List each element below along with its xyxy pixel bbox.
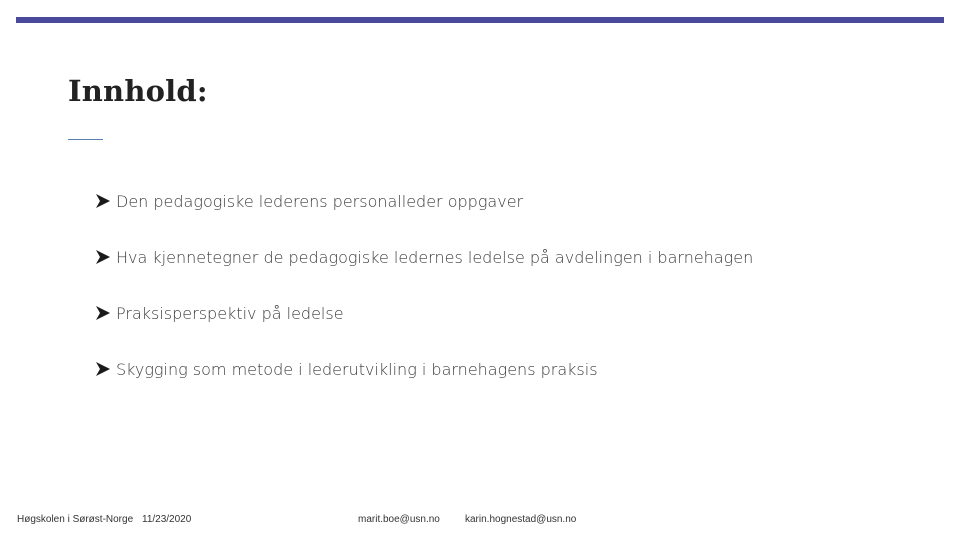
bullet-text: Skygging som metode i lederutvikling i barnehagens praksis: [116, 359, 598, 379]
footer-date: 11/23/2020: [142, 514, 192, 525]
bullet-text: Hva kjennetegner de pedagogiske ledernes ledelse på avdelingen i barnehagen: [116, 247, 754, 267]
arrow-bullet-icon: [94, 192, 112, 210]
slide-title: Innhold:: [68, 74, 208, 108]
footer-email-marit: marit.boe@usn.no: [358, 514, 440, 525]
footer-organization: Høgskolen i Sørøst-Norge: [17, 514, 134, 525]
bullet-text: Praksisperspektiv på ledelse: [116, 303, 344, 323]
title-underline: [68, 139, 103, 140]
arrow-bullet-icon: [94, 360, 112, 378]
content-bullet-list: [94, 188, 753, 412]
list-item: [94, 356, 753, 382]
bullet-text: Den pedagogiske lederens personalleder oppgaver: [116, 191, 524, 211]
arrow-bullet-icon: [94, 248, 112, 266]
top-accent-bar: [16, 17, 944, 23]
list-item: [94, 244, 753, 270]
footer-email-karin: karin.hognestad@usn.no: [465, 514, 577, 525]
arrow-bullet-icon: [94, 304, 112, 322]
list-item: [94, 188, 753, 214]
list-item: [94, 300, 753, 326]
